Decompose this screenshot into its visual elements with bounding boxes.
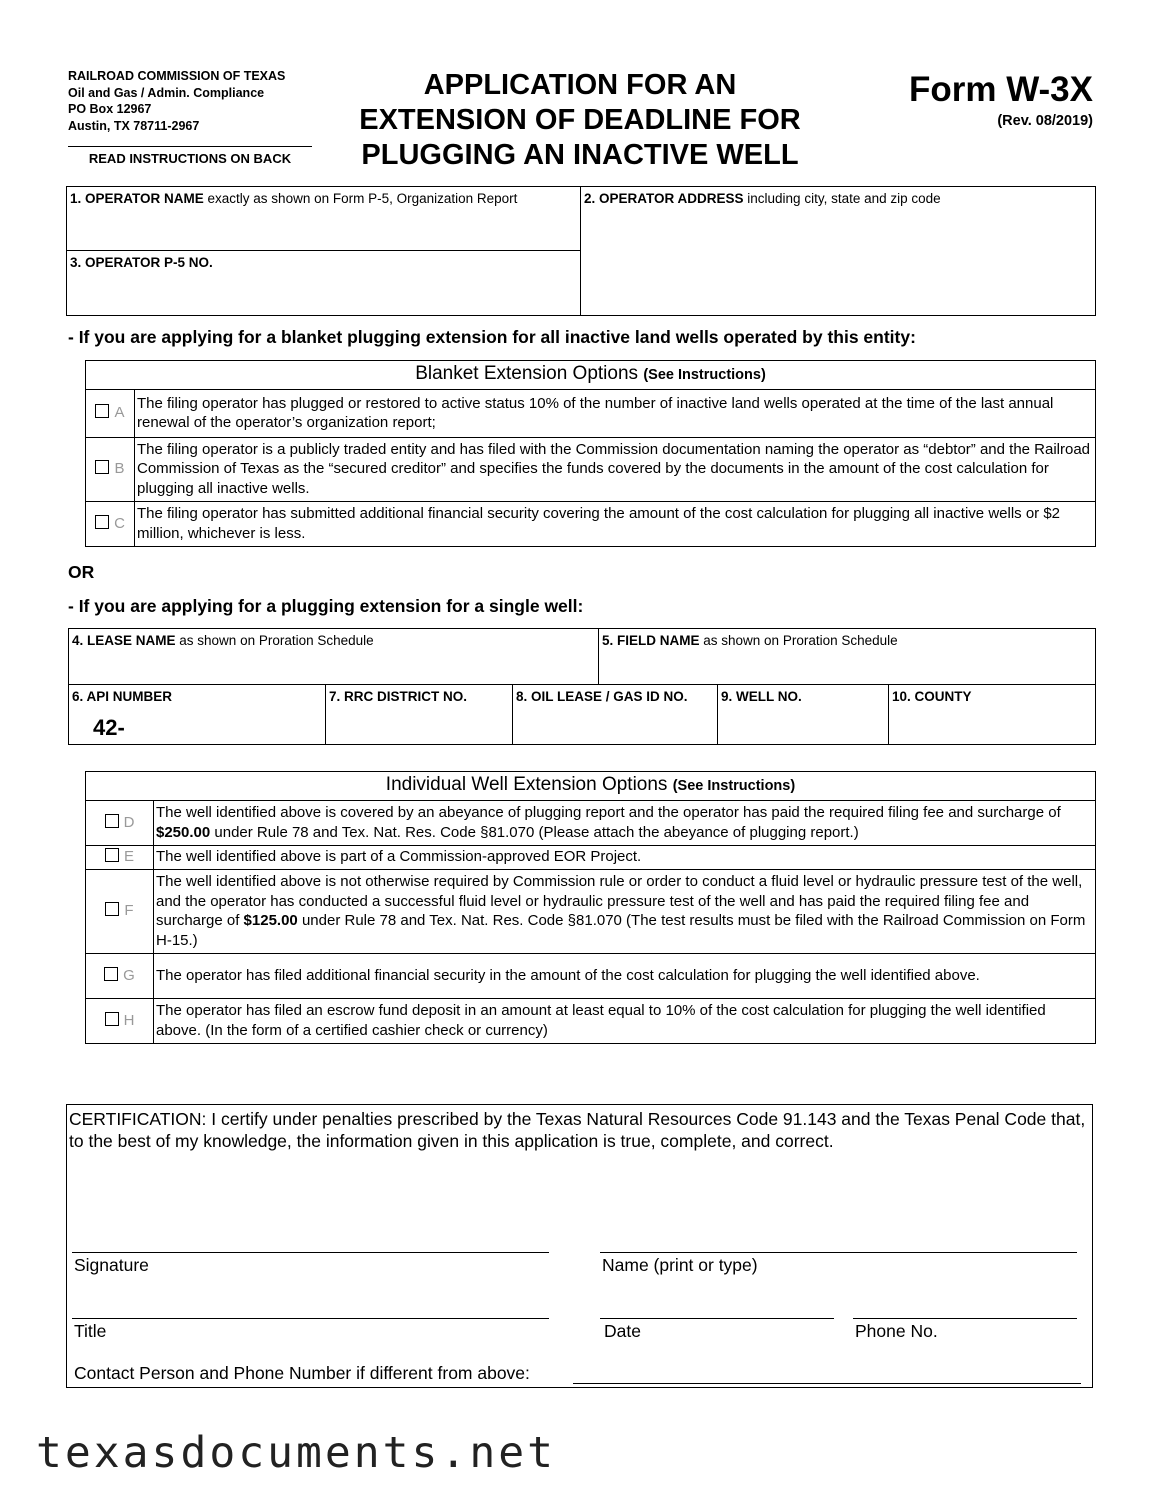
field-hint: as shown on Proration Schedule — [175, 633, 374, 648]
field-label: 9. WELL NO. — [721, 689, 802, 704]
date-line[interactable] — [600, 1318, 834, 1319]
checkbox-icon — [95, 515, 109, 529]
checkbox-icon — [105, 814, 119, 828]
lease-name-field[interactable] — [68, 628, 599, 685]
option-letter: G — [123, 966, 135, 984]
option-d-text — [154, 800, 1096, 845]
field-label: 3. OPERATOR P-5 NO. — [70, 255, 213, 270]
field-label: 1. OPERATOR NAME — [70, 191, 204, 206]
title-line: PLUGGING AN INACTIVE WELL — [361, 139, 799, 171]
rrc-district-field[interactable] — [325, 684, 513, 745]
field-hint: as shown on Proration Schedule — [699, 633, 898, 648]
form-number: Form W-3X — [908, 70, 1093, 109]
option-letter: E — [123, 848, 134, 866]
option-h-text: The operator has filed an escrow fund deposit in an amount at least equal to 10% of the cost calculation for plugging the well identified above. (In the form of a certified cashier check or currency) — [154, 998, 1096, 1043]
option-a-checkbox[interactable] — [86, 389, 135, 437]
option-f-text — [154, 869, 1096, 953]
individual-options-table — [85, 771, 1096, 1044]
checkbox-icon — [95, 460, 109, 474]
api-number-field[interactable] — [68, 684, 326, 745]
operator-p5-field[interactable] — [66, 250, 581, 316]
option-text: under Rule 78 and Tex. Nat. Res. Code §81.070 (The test results must be filed with the Railroad Commission on Form H-15.) — [156, 912, 1086, 949]
option-b-checkbox[interactable] — [86, 437, 135, 501]
fee-amount: $250.00 — [156, 823, 211, 841]
checkbox-icon — [105, 902, 119, 916]
certification-text: CERTIFICATION: I certify under penalties prescribed by the Texas Natural Resources Code 91.143 and the Texas Penal Code that, to the best of my knowledge, the information given in this application is true, complete, and correct. — [69, 1109, 1086, 1151]
blanket-options-header — [86, 361, 1096, 390]
or-divider: OR — [68, 562, 95, 582]
agency-line: RAILROAD COMMISSION OF TEXAS — [68, 69, 286, 83]
option-text: The well identified above is not otherwise required by Commission rule or order to conduct a fluid level or hydraulic pressure test of the well, and the operator has conducted a successful fluid level or hydraulic pressure test of the well and has paid the required filing fee and surcharge of — [156, 873, 1083, 929]
field-name-field[interactable] — [598, 628, 1096, 685]
checkbox-icon — [105, 1012, 119, 1026]
checkbox-icon — [105, 848, 119, 862]
phone-line[interactable] — [853, 1318, 1077, 1319]
title-line[interactable] — [72, 1318, 549, 1319]
title-label: Title — [74, 1321, 107, 1341]
title-line: APPLICATION FOR AN — [423, 69, 737, 101]
option-g-checkbox[interactable] — [86, 953, 154, 998]
blanket-intro: - If you are applying for a blanket plugging extension for all inactive land wells operated by this entity: — [68, 327, 916, 347]
option-f-checkbox[interactable] — [86, 869, 154, 953]
option-letter: C — [114, 514, 125, 532]
table-title-note: (See Instructions) — [672, 778, 796, 794]
field-label: 2. OPERATOR ADDRESS — [584, 191, 744, 206]
option-letter: D — [123, 813, 135, 831]
form-revision: (Rev. 08/2019) — [997, 113, 1093, 129]
agency-line: Oil and Gas / Admin. Compliance — [68, 85, 265, 100]
option-a-text: The filing operator has plugged or restored to active status 10% of the number of inactive land wells operated at the time of the last annual renewal of the operator’s organization report; — [135, 389, 1096, 437]
option-e-text: The well identified above is part of a Commission-approved EOR Project. — [154, 845, 1096, 869]
operator-name-field[interactable] — [66, 186, 581, 251]
phone-label: Phone No. — [855, 1321, 938, 1341]
field-hint: including city, state and zip code — [743, 191, 941, 206]
well-no-field[interactable] — [717, 684, 889, 745]
table-title: Individual Well Extension Options — [385, 774, 668, 795]
name-line[interactable] — [600, 1252, 1077, 1253]
field-label: 7. RRC DISTRICT NO. — [329, 689, 468, 704]
contact-label: Contact Person and Phone Number if different from above: — [74, 1363, 530, 1383]
option-letter: B — [114, 460, 125, 478]
option-h-checkbox[interactable] — [86, 998, 154, 1043]
option-letter: F — [124, 902, 134, 920]
watermark: texasdocuments.net — [36, 1428, 556, 1478]
option-text: under Rule 78 and Tex. Nat. Res. Code §81.070 (Please attach the abeyance of plugging report.) — [210, 823, 859, 841]
table-title: Blanket Extension Options — [415, 363, 639, 384]
option-c-text: The filing operator has submitted additional financial security covering the amount of the cost calculation for plugging all inactive wells or $2 million, whichever is less. — [135, 501, 1096, 546]
certification-section — [66, 1104, 1093, 1388]
option-letter: H — [123, 1011, 135, 1029]
individual-options-header — [86, 772, 1096, 801]
county-field[interactable] — [888, 684, 1096, 745]
lease-gas-id-field[interactable] — [512, 684, 718, 745]
signature-line[interactable] — [72, 1252, 549, 1253]
operator-address-field[interactable] — [580, 186, 1096, 316]
agency-line: PO Box 12967 — [68, 102, 152, 116]
name-label: Name (print or type) — [602, 1255, 758, 1275]
contact-line[interactable] — [573, 1383, 1081, 1384]
option-b-text: The filing operator is a publicly traded entity and has filed with the Commission documentation naming the operator as “debtor” and the Railroad Commission of Texas as the “secured creditor” and specifies the funds covered by the documents in the amount of the cost calculation for plugging all inactive wells. — [135, 437, 1096, 501]
field-label: 8. OIL LEASE / GAS ID NO. — [516, 689, 688, 704]
checkbox-icon — [95, 404, 109, 418]
signature-label: Signature — [74, 1255, 149, 1275]
api-prefix: 42- — [93, 715, 125, 740]
fee-amount: $125.00 — [243, 912, 298, 929]
table-title-note: (See Instructions) — [643, 367, 766, 383]
field-label: 5. FIELD NAME — [602, 633, 700, 648]
option-c-checkbox[interactable] — [86, 501, 135, 546]
option-d-checkbox[interactable] — [86, 800, 154, 845]
field-hint: exactly as shown on Form P-5, Organization Report — [203, 191, 518, 206]
field-label: 4. LEASE NAME — [72, 633, 176, 648]
field-label: 10. COUNTY — [892, 689, 972, 704]
option-text: The well identified above is covered by an abeyance of plugging report and the operator has paid the required filing fee and surcharge of — [156, 804, 1061, 821]
form-title — [330, 68, 830, 173]
date-label: Date — [604, 1321, 641, 1341]
option-e-checkbox[interactable] — [86, 845, 154, 869]
agency-address — [68, 68, 285, 134]
agency-line: Austin, TX 78711-2967 — [68, 118, 200, 133]
option-letter: A — [114, 404, 125, 422]
blanket-options-table — [85, 360, 1096, 547]
single-intro: - If you are applying for a plugging extension for a single well: — [68, 596, 584, 616]
field-label: 6. API NUMBER — [72, 689, 173, 704]
option-g-text: The operator has filed additional financial security in the amount of the cost calculation for plugging the well identified above. — [154, 953, 1096, 998]
checkbox-icon — [104, 967, 118, 981]
read-instructions-note: READ INSTRUCTIONS ON BACK — [68, 146, 312, 166]
title-line: EXTENSION OF DEADLINE FOR — [359, 104, 801, 136]
